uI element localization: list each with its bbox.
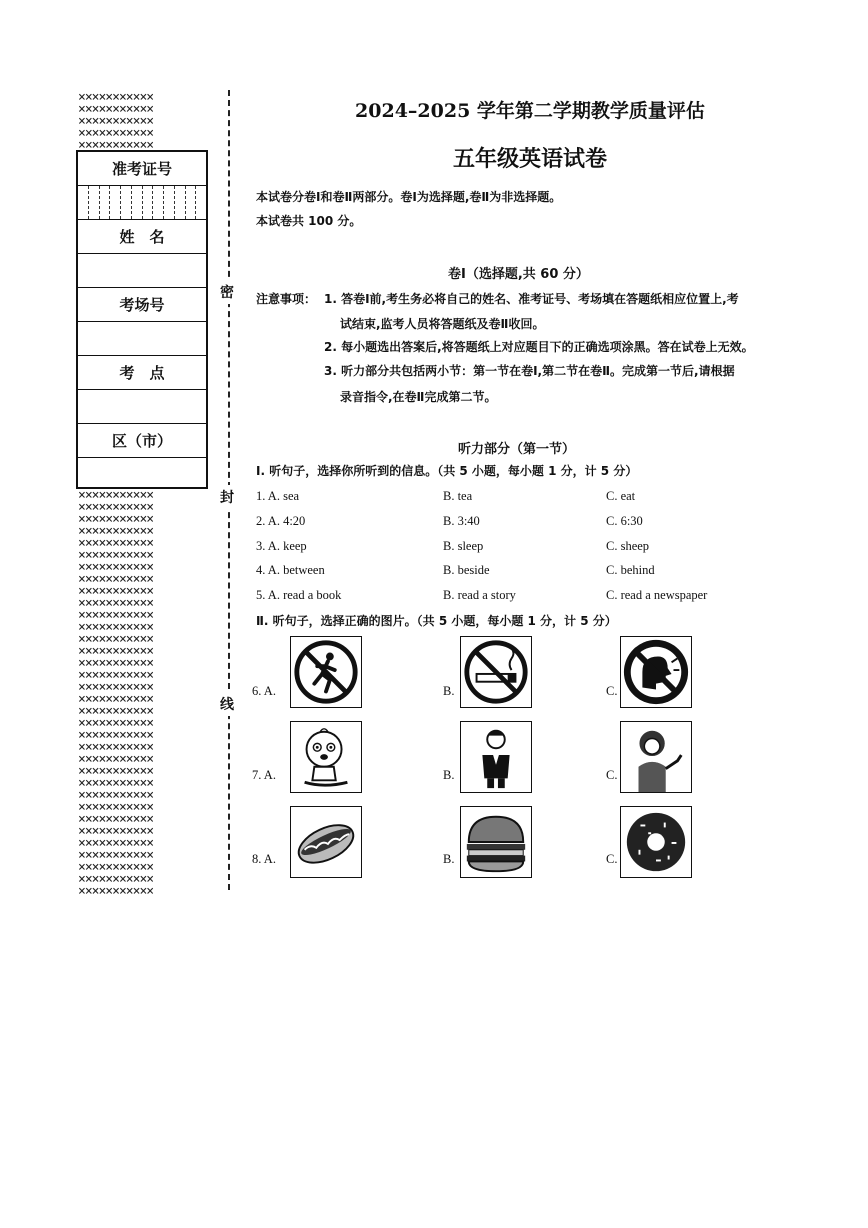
q5-option-b[interactable]: B. read a story: [443, 588, 516, 602]
q8-option-b[interactable]: B.: [443, 852, 455, 866]
q2-option-b[interactable]: B. 3:40: [443, 514, 480, 528]
admission-number-label: 准考证号: [78, 152, 206, 186]
baby-picture[interactable]: [290, 721, 362, 793]
q7-option-b[interactable]: B.: [443, 768, 455, 782]
hot-dog-picture[interactable]: [290, 806, 362, 878]
note-1b: 试结束,监考人员将答题纸及卷Ⅱ收回。: [340, 317, 545, 331]
intro-line-2: 本试卷共 100 分。: [256, 214, 362, 228]
q5-option-a[interactable]: 5. A. read a book: [256, 588, 342, 602]
name-field[interactable]: [78, 254, 206, 288]
q7-option-c[interactable]: C.: [606, 768, 618, 782]
notes-label: 注意事项：: [256, 292, 317, 306]
q6-option-a[interactable]: 6. A.: [252, 684, 276, 698]
q4-option-a[interactable]: 4. A. between: [256, 563, 325, 577]
note-3a: 3. 听力部分共包括两小节：第一节在卷Ⅰ,第二节在卷Ⅱ。完成第一节后,请根据: [324, 364, 735, 378]
section1-title: Ⅰ. 听句子，选择你所听到的信息。（共 5 小题，每小题 1 分，计 5 分）: [256, 464, 638, 478]
exam-site-label: 考 点: [78, 356, 206, 390]
q1-option-b[interactable]: B. tea: [443, 489, 473, 503]
q2-option-c[interactable]: C. 6:30: [606, 514, 643, 528]
hamburger-picture[interactable]: [460, 806, 532, 878]
q6-option-c[interactable]: C.: [606, 684, 618, 698]
listening-heading: 听力部分（第一节）: [458, 442, 576, 457]
intro-line-1: 本试卷分卷Ⅰ和卷Ⅱ两部分。卷Ⅰ为选择题,卷Ⅱ为非选择题。: [256, 190, 562, 204]
exam-room-label: 考场号: [78, 288, 206, 322]
no-smoking-icon[interactable]: [460, 636, 532, 708]
q7-option-a[interactable]: 7. A.: [252, 768, 276, 782]
q6-option-b[interactable]: B.: [443, 684, 455, 698]
q8-option-c[interactable]: C.: [606, 852, 618, 866]
note-1a: 1. 答卷Ⅰ前,考生务必将自己的姓名、准考证号、考场填在答题纸相应位置上,考: [324, 292, 739, 306]
donut-picture[interactable]: [620, 806, 692, 878]
exam-room-field[interactable]: [78, 322, 206, 356]
q1-option-a[interactable]: 1. A. sea: [256, 489, 300, 503]
admission-number-cells[interactable]: [78, 186, 206, 220]
section2-title: Ⅱ. 听句子，选择正确的图片。（共 5 小题，每小题 1 分，计 5 分）: [256, 614, 617, 628]
q2-option-a[interactable]: 2. A. 4:20: [256, 514, 306, 528]
note-3b: 录音指令,在卷Ⅱ完成第二节。: [340, 390, 497, 404]
x-pattern-bottom: ××××××××××× ××××××××××× ××××××××××× ××××××××××× ××××××××××× ××××××××××× ××××××××××× ××××××××××× ××××××××××× ××××××××××× ××××××××××× ××××××××××× ××××××××××× ××××××××××× ××××××××××× ××××××××××× ××××××××××× ××××××××××× ××××××××××× ××××××××××× ××××××××××× ××××××××××× ××××××××××× ××××××××××× ××××××××××× ××××××××××× ××××××××××× ××××××××××× ××××××××××× ××××××××××× ××××××××××× ××××××××××× ××××××××××× ×××××××××××: [78, 488, 154, 899]
exam-title: 2024–2025 学年第二学期教学质量评估: [355, 100, 705, 122]
seal-char-feng: 封: [220, 485, 234, 509]
q3-option-b[interactable]: B. sleep: [443, 539, 484, 553]
seal-char-mi: 密: [220, 280, 234, 304]
part1-heading: 卷Ⅰ（选择题,共 60 分）: [448, 267, 589, 282]
note-2: 2. 每小题选出答案后,将答题纸上对应题目下的正确选项涂黑。答在试卷上无效。: [324, 340, 754, 354]
student-info-box: [76, 150, 208, 489]
q1-option-c[interactable]: C. eat: [606, 489, 636, 503]
q4-option-c[interactable]: C. behind: [606, 563, 655, 577]
q5-option-c[interactable]: C. read a newspaper: [606, 588, 708, 602]
woman-picture[interactable]: [620, 721, 692, 793]
seal-char-xian: 线: [220, 692, 234, 716]
man-in-suit-picture[interactable]: [460, 721, 532, 793]
x-pattern-top: ××××××××××× ××××××××××× ××××××××××× ××××××××××× ×××××××××××: [78, 90, 154, 153]
q4-option-b[interactable]: B. beside: [443, 563, 490, 577]
name-label: 姓 名: [78, 220, 206, 254]
q3-option-a[interactable]: 3. A. keep: [256, 539, 307, 553]
district-field[interactable]: [78, 458, 206, 489]
exam-site-field[interactable]: [78, 390, 206, 424]
exam-subtitle: 五年级英语试卷: [452, 146, 607, 172]
no-talking-icon[interactable]: [620, 636, 692, 708]
district-label: 区（市）: [78, 424, 206, 458]
no-running-icon[interactable]: [290, 636, 362, 708]
q3-option-c[interactable]: C. sheep: [606, 539, 650, 553]
q8-option-a[interactable]: 8. A.: [252, 852, 276, 866]
